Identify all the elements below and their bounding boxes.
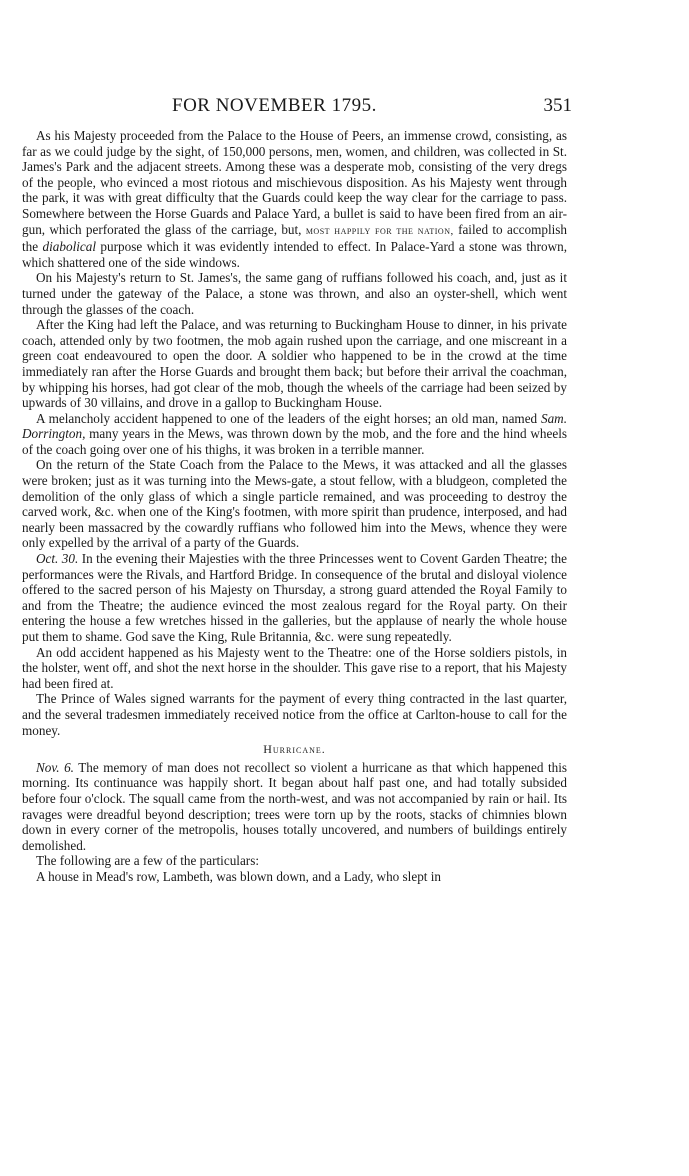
page-header <box>22 95 572 119</box>
paragraph-odd-accident: An odd accident happened as his Majesty went to the Theatre: one of the Horse soldiers pistols, in the holster, went off, and shot the next horse in the shoulder. This gave rise to a report, that his Majesty had been fired at. <box>22 644 567 691</box>
paragraph-return: On his Majesty's return to St. James's, the same gang of ruffians followed his coach, and, just as it turned under the gateway of the Palace, a stone was thrown, and also an oyster-shell, which went through the glasses of the coach. <box>22 270 567 317</box>
paragraph-prince-of-wales: The Prince of Wales signed warrants for the payment of every thing contracted in the last quarter, and the several tradesmen immediately received notice from the office at Carlton-house to call for the money. <box>22 691 567 738</box>
paragraph-hurricane: Nov. 6. The memory of man does not recollect so violent a hurricane as that which happened this morning. Its continuance was happily short. It began about half past one, and had totally subsided before four o'clock. The squall came from the north-west, and was not accompanied by rain or hail. Its ravages were dreadful beyond description; trees were torn up by the roots, stacks of chimnies blown down in every corner of the metropolis, houses totally uncovered, and numbers of buildings entirely demolished. <box>22 759 568 853</box>
article-body <box>22 128 567 885</box>
paragraph-theatre: Oct. 30. In the evening their Majesties with the three Princesses went to Covent Garden Theatre; the performances were the Rivals, and Hartford Bridge. In consequence of the brutal and disloyal violence offered to the sacred person of his Majesty on Thursday, a strong guard attended the Royal Family to and from the Theatre; the audience evinced the most zealous regard for the Royal party. On their entering the house a few wretches hissed in the galleries, but the applause of nearly the whole house put them to shame. God save the King, Rule Britannia, &c. were sung repeatedly. <box>22 551 568 644</box>
paragraph-state-coach: On the return of the State Coach from the Palace to the Mews, it was attacked and all the glasses were broken; just as it was turning into the Mews-gate, a stout fellow, with a bludgeon, completed the demolition of the only glass of which a single particle remained, and was proceeding to destroy the carved work, &c. when one of the King's footmen, with more spirit than prudence, interposed, and had nearly been massacred by the cowardly ruffians who followed him into the Mews, whence they were only expelled by the arrival of a party of the Guards. <box>22 457 567 551</box>
paragraph-private-coach: After the King had left the Palace, and was returning to Buckingham House to dinner, in his private coach, attended only by two footmen, the mob again rushed upon the carriage, and one miscreant in a green coat endeavoured to open the door. A soldier who happened to be in the crowd at the time immediately ran after the Horse Guards and brought them back; but before their arrival the coachman, by whipping his horses, had got clear of the mob, though the wheels of the carriage had been seized by upwards of 30 villains, and drove in a gallop to Buckingham House. <box>22 317 567 411</box>
paragraph-meads-row: A house in Mead's row, Lambeth, was blown down, and a Lady, who slept in <box>36 868 442 884</box>
section-heading-hurricane: Hurricane. <box>263 742 326 757</box>
running-title: FOR NOVEMBER 1795. <box>172 95 377 116</box>
page-number: 351 <box>543 95 572 116</box>
paragraph-procession: As his Majesty proceeded from the Palace to the House of Peers, an immense crowd, consisting, as far as we could judge by the sight, of 150,000 persons, men, women, and children, was collected in St. James's Park and the adjacent streets. Among these was a desperate mob, consisting of the very dregs of the people, who evinced a most riotous and mischievous disposition. As his Majesty went through the park, it was with great difficulty that the Guards could keep the way clear for the carriage to pass. Somewhere between the Horse Guards and Palace Yard, a bullet is said to have been fired from an air-gun, which perforated the glass of the carriage, but, most happily for the nation, failed to accomplish the diabolical purpose which it was evidently intended to effect. In Palace-Yard a stone was thrown, which shattered one of the side windows. <box>22 128 568 270</box>
paragraph-accident: A melancholy accident happened to one of the leaders of the eight horses; an old man, named Sam. Dorrington, many years in the Mews, was thrown down by the mob, and the fore and the hind wheels of the coach going over one of his thighs, it was broken in a terrible manner. <box>22 410 567 457</box>
paragraph-particulars-intro: The following are a few of the particulars: <box>36 853 259 869</box>
